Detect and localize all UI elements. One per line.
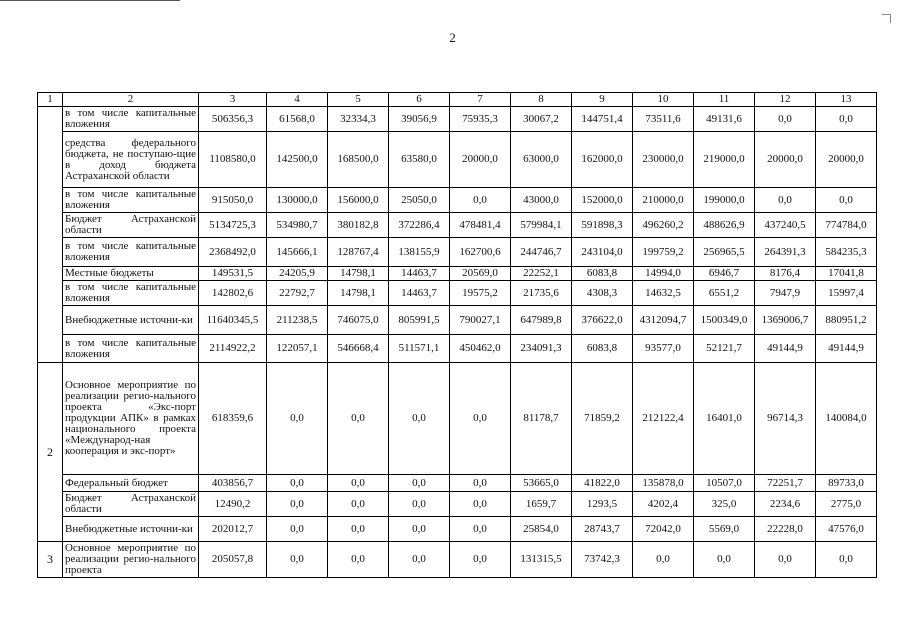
value-cell: 2234,6 — [755, 492, 816, 517]
value-cell: 0,0 — [328, 363, 389, 475]
value-cell: 162000,0 — [572, 132, 633, 188]
value-cell: 450462,0 — [450, 335, 511, 363]
value-cell: 63000,0 — [511, 132, 572, 188]
table-row — [38, 542, 877, 578]
group-number-cell: 3 — [38, 542, 63, 578]
value-cell: 488626,9 — [694, 213, 755, 238]
value-cell: 39056,9 — [389, 107, 450, 132]
value-cell: 75935,3 — [450, 107, 511, 132]
value-cell: 0,0 — [389, 492, 450, 517]
value-cell: 1369006,7 — [755, 306, 816, 335]
value-cell: 6551,2 — [694, 281, 755, 306]
value-cell: 230000,0 — [633, 132, 694, 188]
value-cell: 211238,5 — [267, 306, 328, 335]
value-cell: 0,0 — [389, 542, 450, 578]
value-cell: 376622,0 — [572, 306, 633, 335]
header-cell: 13 — [816, 93, 877, 107]
value-cell: 142500,0 — [267, 132, 328, 188]
value-cell: 0,0 — [694, 542, 755, 578]
value-cell: 372286,4 — [389, 213, 450, 238]
row-description: в том числе капитальные вложения — [63, 188, 199, 213]
value-cell: 579984,1 — [511, 213, 572, 238]
value-cell: 6083,8 — [572, 335, 633, 363]
value-cell: 0,0 — [267, 542, 328, 578]
value-cell: 244746,7 — [511, 238, 572, 267]
value-cell: 437240,5 — [755, 213, 816, 238]
value-cell: 790027,1 — [450, 306, 511, 335]
value-cell: 162700,6 — [450, 238, 511, 267]
value-cell: 138155,9 — [389, 238, 450, 267]
value-cell: 496260,2 — [633, 213, 694, 238]
value-cell: 219000,0 — [694, 132, 755, 188]
header-cell: 7 — [450, 93, 511, 107]
value-cell: 73742,3 — [572, 542, 633, 578]
value-cell: 22228,0 — [755, 517, 816, 542]
value-cell: 14632,5 — [633, 281, 694, 306]
value-cell: 89733,0 — [816, 475, 877, 492]
group-number-cell: 2 — [38, 363, 63, 542]
value-cell: 0,0 — [816, 188, 877, 213]
value-cell: 61568,0 — [267, 107, 328, 132]
value-cell: 19575,2 — [450, 281, 511, 306]
value-cell: 1500349,0 — [694, 306, 755, 335]
value-cell: 746075,0 — [328, 306, 389, 335]
value-cell: 0,0 — [389, 475, 450, 492]
value-cell: 49144,9 — [755, 335, 816, 363]
value-cell: 205057,8 — [199, 542, 267, 578]
value-cell: 546668,4 — [328, 335, 389, 363]
header-cell: 12 — [755, 93, 816, 107]
value-cell: 0,0 — [328, 517, 389, 542]
value-cell: 20000,0 — [450, 132, 511, 188]
row-description: в том числе капитальные вложения — [63, 335, 199, 363]
value-cell: 805991,5 — [389, 306, 450, 335]
value-cell: 6946,7 — [694, 267, 755, 281]
value-cell: 149531,5 — [199, 267, 267, 281]
row-description: Федеральный бюджет — [63, 475, 199, 492]
value-cell: 93577,0 — [633, 335, 694, 363]
value-cell: 210000,0 — [633, 188, 694, 213]
table-row — [38, 238, 877, 267]
table-row — [38, 475, 877, 492]
value-cell: 584235,3 — [816, 238, 877, 267]
value-cell: 7947,9 — [755, 281, 816, 306]
row-description: в том числе капитальные вложения — [63, 107, 199, 132]
value-cell: 0,0 — [633, 542, 694, 578]
value-cell: 2775,0 — [816, 492, 877, 517]
value-cell: 8176,4 — [755, 267, 816, 281]
value-cell: 511571,1 — [389, 335, 450, 363]
value-cell: 135878,0 — [633, 475, 694, 492]
row-description: Бюджет Астраханской области — [63, 213, 199, 238]
value-cell: 0,0 — [267, 492, 328, 517]
value-cell: 22792,7 — [267, 281, 328, 306]
header-cell: 11 — [694, 93, 755, 107]
value-cell: 1108580,0 — [199, 132, 267, 188]
header-cell: 1 — [38, 93, 63, 107]
value-cell: 14798,1 — [328, 281, 389, 306]
value-cell: 14798,1 — [328, 267, 389, 281]
value-cell: 199759,2 — [633, 238, 694, 267]
page-number: 2 — [449, 30, 456, 45]
row-description: Основное мероприятие по реализации регио-нального проекта — [63, 542, 199, 578]
row-description: Внебюджетные источни-ки — [63, 306, 199, 335]
value-cell: 22252,1 — [511, 267, 572, 281]
table-row — [38, 306, 877, 335]
value-cell: 0,0 — [755, 188, 816, 213]
value-cell: 156000,0 — [328, 188, 389, 213]
row-description: Внебюджетные источни-ки — [63, 517, 199, 542]
value-cell: 4308,3 — [572, 281, 633, 306]
header-cell: 10 — [633, 93, 694, 107]
value-cell: 10507,0 — [694, 475, 755, 492]
value-cell: 81178,7 — [511, 363, 572, 475]
value-cell: 30067,2 — [511, 107, 572, 132]
header-cell: 5 — [328, 93, 389, 107]
value-cell: 534980,7 — [267, 213, 328, 238]
value-cell: 72042,0 — [633, 517, 694, 542]
table-row — [38, 492, 877, 517]
value-cell: 256965,5 — [694, 238, 755, 267]
value-cell: 16401,0 — [694, 363, 755, 475]
value-cell: 234091,3 — [511, 335, 572, 363]
value-cell: 96714,3 — [755, 363, 816, 475]
value-cell: 0,0 — [328, 542, 389, 578]
header-row — [38, 93, 877, 107]
value-cell: 144751,4 — [572, 107, 633, 132]
value-cell: 0,0 — [755, 107, 816, 132]
table-row — [38, 188, 877, 213]
value-cell: 122057,1 — [267, 335, 328, 363]
value-cell: 11640345,5 — [199, 306, 267, 335]
table-row — [38, 517, 877, 542]
value-cell: 0,0 — [450, 492, 511, 517]
value-cell: 12490,2 — [199, 492, 267, 517]
value-cell: 73511,6 — [633, 107, 694, 132]
value-cell: 0,0 — [328, 492, 389, 517]
value-cell: 131315,5 — [511, 542, 572, 578]
table-row — [38, 281, 877, 306]
value-cell: 880951,2 — [816, 306, 877, 335]
table-row — [38, 335, 877, 363]
value-cell: 5569,0 — [694, 517, 755, 542]
value-cell: 14994,0 — [633, 267, 694, 281]
value-cell: 647989,8 — [511, 306, 572, 335]
value-cell: 21735,6 — [511, 281, 572, 306]
row-description: Местные бюджеты — [63, 267, 199, 281]
value-cell: 25854,0 — [511, 517, 572, 542]
value-cell: 24205,9 — [267, 267, 328, 281]
value-cell: 47576,0 — [816, 517, 877, 542]
value-cell: 140084,0 — [816, 363, 877, 475]
value-cell: 17041,8 — [816, 267, 877, 281]
row-description: средства федерального бюджета, не поступаю-щие в доход бюджета Астраханской области — [63, 132, 199, 188]
value-cell: 152000,0 — [572, 188, 633, 213]
value-cell: 0,0 — [450, 542, 511, 578]
value-cell: 0,0 — [816, 107, 877, 132]
value-cell: 53665,0 — [511, 475, 572, 492]
value-cell: 478481,4 — [450, 213, 511, 238]
value-cell: 25050,0 — [389, 188, 450, 213]
value-cell: 0,0 — [328, 475, 389, 492]
group-number-cell — [38, 107, 63, 363]
value-cell: 14463,7 — [389, 281, 450, 306]
header-cell: 4 — [267, 93, 328, 107]
value-cell: 32334,3 — [328, 107, 389, 132]
top-rule — [0, 0, 180, 1]
value-cell: 0,0 — [450, 188, 511, 213]
value-cell: 199000,0 — [694, 188, 755, 213]
value-cell: 142802,6 — [199, 281, 267, 306]
value-cell: 63580,0 — [389, 132, 450, 188]
value-cell: 49144,9 — [816, 335, 877, 363]
value-cell: 6083,8 — [572, 267, 633, 281]
value-cell: 243104,0 — [572, 238, 633, 267]
value-cell: 2368492,0 — [199, 238, 267, 267]
value-cell: 0,0 — [389, 363, 450, 475]
table-row — [38, 132, 877, 188]
row-description: Бюджет Астраханской области — [63, 492, 199, 517]
row-description: в том числе капитальные вложения — [63, 281, 199, 306]
row-description: в том числе капитальные вложения — [63, 238, 199, 267]
corner-mark — [882, 14, 891, 23]
value-cell: 5134725,3 — [199, 213, 267, 238]
value-cell: 52121,7 — [694, 335, 755, 363]
value-cell: 2114922,2 — [199, 335, 267, 363]
value-cell: 0,0 — [816, 542, 877, 578]
budget-table — [37, 92, 877, 578]
value-cell: 325,0 — [694, 492, 755, 517]
value-cell: 4202,4 — [633, 492, 694, 517]
table-row — [38, 213, 877, 238]
header-cell: 3 — [199, 93, 267, 107]
table-row — [38, 267, 877, 281]
value-cell: 15997,4 — [816, 281, 877, 306]
table-row — [38, 107, 877, 132]
value-cell: 1293,5 — [572, 492, 633, 517]
value-cell: 380182,8 — [328, 213, 389, 238]
value-cell: 0,0 — [267, 517, 328, 542]
value-cell: 264391,3 — [755, 238, 816, 267]
header-cell: 9 — [572, 93, 633, 107]
value-cell: 49131,6 — [694, 107, 755, 132]
value-cell: 41822,0 — [572, 475, 633, 492]
value-cell: 0,0 — [450, 363, 511, 475]
header-cell: 2 — [63, 93, 199, 107]
value-cell: 0,0 — [755, 542, 816, 578]
value-cell: 130000,0 — [267, 188, 328, 213]
header-cell: 6 — [389, 93, 450, 107]
value-cell: 0,0 — [450, 475, 511, 492]
value-cell: 774784,0 — [816, 213, 877, 238]
value-cell: 403856,7 — [199, 475, 267, 492]
value-cell: 14463,7 — [389, 267, 450, 281]
value-cell: 28743,7 — [572, 517, 633, 542]
value-cell: 506356,3 — [199, 107, 267, 132]
value-cell: 1659,7 — [511, 492, 572, 517]
value-cell: 20000,0 — [755, 132, 816, 188]
value-cell: 0,0 — [450, 517, 511, 542]
value-cell: 128767,4 — [328, 238, 389, 267]
value-cell: 145666,1 — [267, 238, 328, 267]
row-description: Основное мероприятие по реализации регио-нального проекта «Экс-порт продукции АПК» в рамках национального проекта «Международ-ная кооперация и экс-порт» — [63, 363, 199, 475]
value-cell: 20569,0 — [450, 267, 511, 281]
value-cell: 915050,0 — [199, 188, 267, 213]
value-cell: 202012,7 — [199, 517, 267, 542]
value-cell: 4312094,7 — [633, 306, 694, 335]
value-cell: 212122,4 — [633, 363, 694, 475]
value-cell: 71859,2 — [572, 363, 633, 475]
value-cell: 0,0 — [389, 517, 450, 542]
value-cell: 72251,7 — [755, 475, 816, 492]
value-cell: 168500,0 — [328, 132, 389, 188]
header-cell: 8 — [511, 93, 572, 107]
value-cell: 0,0 — [267, 363, 328, 475]
value-cell: 0,0 — [267, 475, 328, 492]
table-row — [38, 363, 877, 475]
value-cell: 20000,0 — [816, 132, 877, 188]
value-cell: 43000,0 — [511, 188, 572, 213]
value-cell: 591898,3 — [572, 213, 633, 238]
value-cell: 618359,6 — [199, 363, 267, 475]
